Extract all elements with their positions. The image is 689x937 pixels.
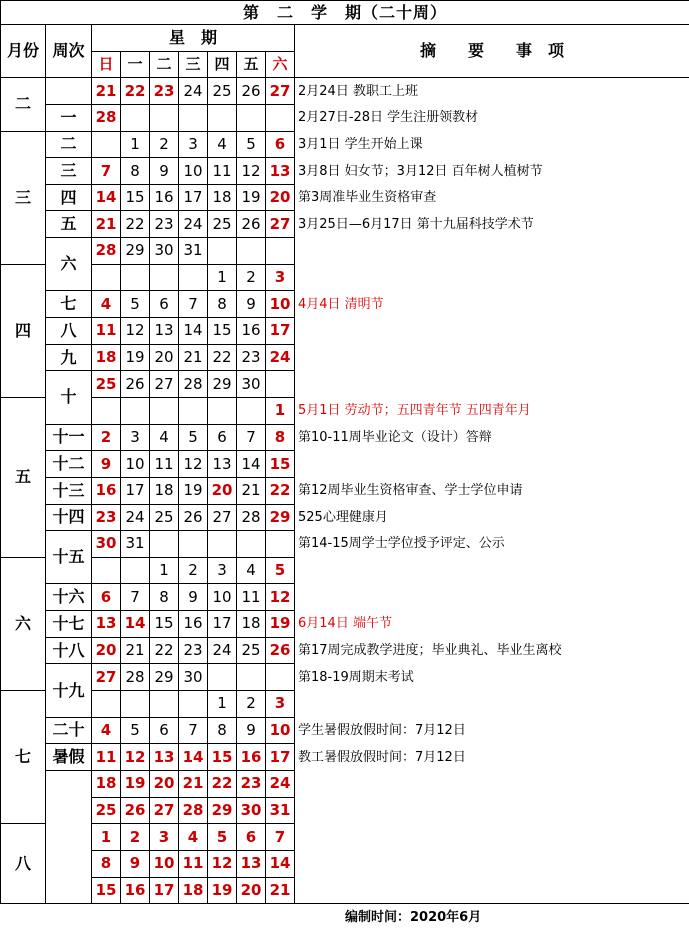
day-cell: 25: [92, 371, 121, 398]
day-cell: 18: [92, 344, 121, 371]
day-cell: 31: [179, 238, 208, 265]
day-cell: [266, 104, 295, 131]
day-cell: 26: [237, 78, 266, 105]
day-cell: [266, 238, 295, 265]
day-cell: 15: [208, 744, 237, 771]
day-cell: 3: [150, 824, 179, 851]
day-cell: 27: [150, 371, 179, 398]
day-cell: 8: [121, 158, 150, 185]
day-cell: [208, 397, 237, 424]
summary-note: [295, 584, 689, 611]
day-cell: 13: [237, 850, 266, 877]
day-cell: 6: [237, 824, 266, 851]
day-cell: 7: [237, 424, 266, 451]
day-cell: 2: [237, 264, 266, 291]
summary-note: 第17周完成教学进度；毕业典礼、毕业生离校: [295, 637, 689, 664]
day-cell: 28: [237, 504, 266, 531]
day-cell: 3: [266, 691, 295, 718]
week-cell: 七: [46, 291, 92, 318]
day-cell: 21: [266, 877, 295, 904]
day-cell: 12: [121, 744, 150, 771]
day-cell: 7: [92, 158, 121, 185]
day-cell: 20: [150, 344, 179, 371]
day-cell: 4: [92, 291, 121, 318]
day-cell: [237, 104, 266, 131]
day-cell: 6: [150, 717, 179, 744]
day-cell: 19: [121, 344, 150, 371]
day-cell: [92, 691, 121, 718]
day-cell: 25: [92, 797, 121, 824]
summary-note: 第12周毕业生资格审查、学士学位申请: [295, 477, 689, 504]
summary-note: 525心理健康月: [295, 504, 689, 531]
day-cell: 19: [179, 477, 208, 504]
day-cell: 27: [150, 797, 179, 824]
day-cell: 1: [121, 131, 150, 158]
month-cell: 二: [1, 78, 46, 131]
day-cell: 17: [266, 744, 295, 771]
day-cell: 17: [179, 184, 208, 211]
summary-note: [295, 371, 689, 398]
day-cell: 29: [121, 238, 150, 265]
summary-note: 3月8日 妇女节；3月12日 百年树人植树节: [295, 158, 689, 185]
week-cell: 六: [46, 238, 92, 291]
day-cell: 4: [92, 717, 121, 744]
day-cell: 20: [208, 477, 237, 504]
summary-note: [295, 238, 689, 265]
day-cell: 21: [92, 78, 121, 105]
day-cell: 28: [121, 664, 150, 691]
day-cell: 1: [208, 264, 237, 291]
day-cell: 5: [208, 824, 237, 851]
day-cell: 16: [150, 184, 179, 211]
day-cell: [179, 397, 208, 424]
day-cell: 21: [92, 211, 121, 238]
day-cell: 21: [121, 637, 150, 664]
day-cell: [150, 264, 179, 291]
day-cell: 5: [179, 424, 208, 451]
day-cell: [266, 371, 295, 398]
day-cell: 31: [121, 531, 150, 558]
week-cell: 三: [46, 158, 92, 185]
calendar-title: 第 二 学 期（二十周）: [1, 1, 689, 25]
day-cell: [150, 531, 179, 558]
day-cell: [92, 557, 121, 584]
day-cell: 25: [208, 211, 237, 238]
day-cell: 26: [121, 797, 150, 824]
day-cell: [237, 531, 266, 558]
day-cell: [150, 104, 179, 131]
day-cell: 8: [92, 850, 121, 877]
week-cell: 一: [46, 104, 92, 131]
day-cell: 24: [179, 211, 208, 238]
day-cell: 8: [150, 584, 179, 611]
day-cell: 19: [121, 770, 150, 797]
day-cell: 5: [266, 557, 295, 584]
week-cell: 十五: [46, 531, 92, 584]
day-cell: 12: [121, 318, 150, 345]
day-cell: 2: [179, 557, 208, 584]
day-cell: 1: [92, 824, 121, 851]
week-cell: 暑假: [46, 744, 92, 771]
day-cell: [179, 104, 208, 131]
day-cell: 23: [237, 770, 266, 797]
day-cell: 23: [150, 211, 179, 238]
summary-header: 摘 要 事 项: [295, 25, 689, 78]
day-cell: 19: [266, 611, 295, 638]
day-cell: 29: [208, 797, 237, 824]
day-cell: 15: [121, 184, 150, 211]
day-cell: 2: [237, 691, 266, 718]
month-cell: 三: [1, 131, 46, 264]
summary-note: 第14-15周学士学位授予评定、公示: [295, 531, 689, 558]
day-cell: 7: [121, 584, 150, 611]
summary-note: [295, 824, 689, 851]
summary-note: 6月14日 端午节: [295, 611, 689, 638]
day-cell: 7: [179, 717, 208, 744]
day-cell: 28: [179, 797, 208, 824]
day-cell: 5: [237, 131, 266, 158]
summary-note: 第10-11周毕业论文（设计）答辩: [295, 424, 689, 451]
day-cell: [121, 397, 150, 424]
summary-note: 4月4日 清明节: [295, 291, 689, 318]
day-cell: 26: [266, 637, 295, 664]
week-header: 周次: [46, 25, 92, 78]
day-cell: 27: [266, 78, 295, 105]
day-cell: 10: [266, 717, 295, 744]
day-cell: 10: [121, 451, 150, 478]
day-cell: 26: [121, 371, 150, 398]
day-cell: 1: [208, 691, 237, 718]
day-cell: 24: [179, 78, 208, 105]
week-cell: 二十: [46, 717, 92, 744]
day-cell: 30: [179, 664, 208, 691]
day-cell: [92, 397, 121, 424]
weekday-header: 五: [237, 51, 266, 78]
day-cell: 4: [237, 557, 266, 584]
day-cell: 9: [179, 584, 208, 611]
month-cell: 七: [1, 691, 46, 824]
day-cell: 6: [150, 291, 179, 318]
day-cell: 10: [150, 850, 179, 877]
month-cell: 四: [1, 264, 46, 397]
day-cell: 17: [121, 477, 150, 504]
day-cell: 18: [208, 184, 237, 211]
compiled-date: 编制时间：2020年6月: [345, 910, 482, 925]
summary-note: 第3周准毕业生资格审查: [295, 184, 689, 211]
day-cell: [179, 691, 208, 718]
day-cell: 26: [179, 504, 208, 531]
day-cell: 21: [179, 344, 208, 371]
day-cell: 2: [121, 824, 150, 851]
day-cell: 1: [266, 397, 295, 424]
day-cell: 16: [237, 744, 266, 771]
day-cell: 16: [179, 611, 208, 638]
day-cell: 24: [266, 770, 295, 797]
day-cell: 14: [179, 318, 208, 345]
day-cell: 26: [237, 211, 266, 238]
week-cell: 十九: [46, 664, 92, 717]
day-cell: 12: [237, 158, 266, 185]
day-cell: [179, 264, 208, 291]
day-cell: 7: [266, 824, 295, 851]
day-cell: [266, 664, 295, 691]
day-cell: 15: [208, 318, 237, 345]
day-cell: 13: [266, 158, 295, 185]
day-cell: 24: [266, 344, 295, 371]
summary-note: [295, 850, 689, 877]
day-cell: [266, 531, 295, 558]
summary-note: 2月27日-28日 学生注册领教材: [295, 104, 689, 131]
day-cell: 14: [266, 850, 295, 877]
day-cell: 22: [121, 211, 150, 238]
week-cell: 十四: [46, 504, 92, 531]
weekday-header: 四: [208, 51, 237, 78]
summary-note: [295, 877, 689, 904]
day-cell: 20: [92, 637, 121, 664]
day-cell: [92, 131, 121, 158]
day-cell: [121, 691, 150, 718]
day-cell: [208, 664, 237, 691]
weekday-header: 二: [150, 51, 179, 78]
day-cell: 28: [179, 371, 208, 398]
day-cell: 5: [121, 291, 150, 318]
month-cell: 八: [1, 824, 46, 904]
day-cell: 31: [266, 797, 295, 824]
day-cell: 12: [266, 584, 295, 611]
summary-note: 3月25日—6月17日 第十九届科技学术节: [295, 211, 689, 238]
summary-note: 第18-19周期末考试: [295, 664, 689, 691]
day-cell: 17: [208, 611, 237, 638]
day-cell: 11: [179, 850, 208, 877]
day-cell: 4: [208, 131, 237, 158]
day-cell: 25: [237, 637, 266, 664]
week-cell: 十三: [46, 477, 92, 504]
day-cell: [237, 664, 266, 691]
day-cell: 13: [92, 611, 121, 638]
day-cell: 20: [266, 184, 295, 211]
day-cell: 23: [150, 78, 179, 105]
day-cell: [208, 531, 237, 558]
summary-note: [295, 797, 689, 824]
day-cell: 11: [237, 584, 266, 611]
day-cell: 12: [179, 451, 208, 478]
day-cell: [208, 238, 237, 265]
summary-note: 3月1日 学生开始上课: [295, 131, 689, 158]
day-cell: 30: [92, 531, 121, 558]
weekday-header: 日: [92, 51, 121, 78]
day-cell: 18: [150, 477, 179, 504]
day-cell: 19: [208, 877, 237, 904]
day-cell: 22: [266, 477, 295, 504]
day-cell: 8: [208, 291, 237, 318]
day-cell: 30: [237, 797, 266, 824]
day-cell: 30: [237, 371, 266, 398]
summary-note: 2月24日 教职工上班: [295, 78, 689, 105]
day-cell: 16: [92, 477, 121, 504]
day-cell: 25: [208, 78, 237, 105]
day-cell: 21: [179, 770, 208, 797]
day-cell: 22: [208, 344, 237, 371]
day-cell: 25: [150, 504, 179, 531]
day-cell: 3: [121, 424, 150, 451]
week-cell-empty: [46, 78, 92, 105]
summary-note: [295, 451, 689, 478]
day-cell: 29: [208, 371, 237, 398]
day-cell: [121, 104, 150, 131]
day-cell: 13: [150, 318, 179, 345]
summary-note: [295, 691, 689, 718]
day-cell: 16: [121, 877, 150, 904]
day-cell: 18: [179, 877, 208, 904]
day-cell: 28: [92, 238, 121, 265]
day-cell: 8: [266, 424, 295, 451]
day-cell: 2: [92, 424, 121, 451]
day-cell: 4: [179, 824, 208, 851]
day-cell: 11: [150, 451, 179, 478]
day-cell: 6: [266, 131, 295, 158]
day-cell: 30: [150, 238, 179, 265]
week-cell: 五: [46, 211, 92, 238]
day-cell: 9: [121, 850, 150, 877]
day-cell: [208, 104, 237, 131]
day-cell: [92, 264, 121, 291]
day-cell: [237, 238, 266, 265]
day-cell: 21: [237, 477, 266, 504]
day-cell: 27: [266, 211, 295, 238]
day-cell: 9: [237, 717, 266, 744]
day-cell: 11: [92, 744, 121, 771]
summary-note: 学生暑假放假时间：7月12日: [295, 717, 689, 744]
day-cell: 6: [208, 424, 237, 451]
week-cell: 二: [46, 131, 92, 158]
day-cell: 12: [208, 850, 237, 877]
day-cell: 18: [92, 770, 121, 797]
week-cell: 十: [46, 371, 92, 424]
day-cell: 15: [266, 451, 295, 478]
day-cell: 17: [150, 877, 179, 904]
day-cell: 7: [179, 291, 208, 318]
day-cell: 13: [208, 451, 237, 478]
day-cell: 16: [237, 318, 266, 345]
day-cell: 4: [150, 424, 179, 451]
day-cell: 15: [150, 611, 179, 638]
day-cell: 19: [237, 184, 266, 211]
day-cell: 22: [121, 78, 150, 105]
day-cell: 22: [150, 637, 179, 664]
day-cell: 2: [150, 131, 179, 158]
day-cell: 13: [150, 744, 179, 771]
day-cell: 20: [237, 877, 266, 904]
weekday-group-header: 星 期: [92, 25, 295, 52]
weekday-header: 三: [179, 51, 208, 78]
day-cell: 9: [92, 451, 121, 478]
week-cell: 十一: [46, 424, 92, 451]
day-cell: 24: [208, 637, 237, 664]
day-cell: 10: [208, 584, 237, 611]
weekday-header: 一: [121, 51, 150, 78]
day-cell: 27: [92, 664, 121, 691]
summary-note: [295, 557, 689, 584]
day-cell: 29: [150, 664, 179, 691]
week-cell: 四: [46, 184, 92, 211]
week-cell: 十七: [46, 611, 92, 638]
summary-note: [295, 318, 689, 345]
day-cell: [121, 557, 150, 584]
day-cell: 14: [179, 744, 208, 771]
summary-note: [295, 770, 689, 797]
day-cell: 27: [208, 504, 237, 531]
day-cell: [150, 397, 179, 424]
month-cell: 六: [1, 557, 46, 690]
day-cell: 5: [121, 717, 150, 744]
day-cell: 29: [266, 504, 295, 531]
day-cell: 22: [208, 770, 237, 797]
week-cell: 九: [46, 344, 92, 371]
week-cell: 十六: [46, 584, 92, 611]
day-cell: 23: [92, 504, 121, 531]
week-cell: [46, 770, 92, 903]
day-cell: 20: [150, 770, 179, 797]
day-cell: 18: [237, 611, 266, 638]
day-cell: [150, 691, 179, 718]
day-cell: 28: [92, 104, 121, 131]
day-cell: 3: [208, 557, 237, 584]
day-cell: 14: [92, 184, 121, 211]
day-cell: 24: [121, 504, 150, 531]
day-cell: 3: [266, 264, 295, 291]
day-cell: 14: [237, 451, 266, 478]
day-cell: [121, 264, 150, 291]
day-cell: 9: [237, 291, 266, 318]
day-cell: [179, 531, 208, 558]
day-cell: 11: [208, 158, 237, 185]
day-cell: 3: [179, 131, 208, 158]
day-cell: 11: [92, 318, 121, 345]
day-cell: 6: [92, 584, 121, 611]
weekday-header: 六: [266, 51, 295, 78]
day-cell: 8: [208, 717, 237, 744]
week-cell: 十八: [46, 637, 92, 664]
week-cell: 十二: [46, 451, 92, 478]
day-cell: 17: [266, 318, 295, 345]
summary-note: 教工暑假放假时间：7月12日: [295, 744, 689, 771]
summary-note: [295, 264, 689, 291]
day-cell: [237, 397, 266, 424]
day-cell: 9: [150, 158, 179, 185]
day-cell: 15: [92, 877, 121, 904]
day-cell: 23: [179, 637, 208, 664]
summary-note: 5月1日 劳动节；五四青年节 五四青年月: [295, 397, 689, 424]
month-cell: 五: [1, 397, 46, 557]
day-cell: 14: [121, 611, 150, 638]
day-cell: 10: [266, 291, 295, 318]
day-cell: 10: [179, 158, 208, 185]
summary-note: [295, 344, 689, 371]
week-cell: 八: [46, 318, 92, 345]
day-cell: 23: [237, 344, 266, 371]
day-cell: 1: [150, 557, 179, 584]
month-header: 月份: [1, 25, 46, 78]
